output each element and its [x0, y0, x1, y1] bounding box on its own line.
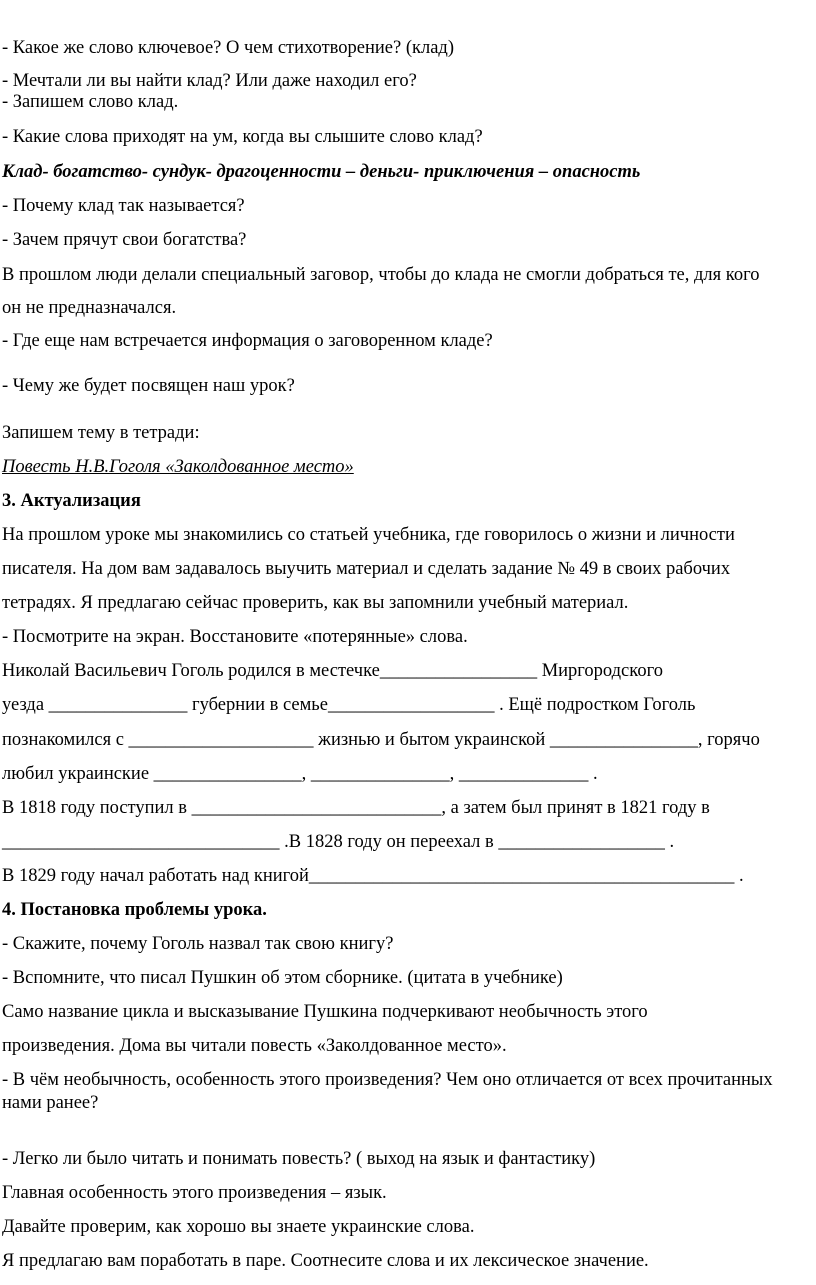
fill-in-line: любил украинские ________________, _______________, ______________ . — [2, 764, 598, 784]
lesson-topic: Повесть Н.В.Гоголя «Заколдованное место» — [2, 457, 354, 477]
fill-in-line: Николай Васильевич Гоголь родился в местечке_________________ Миргородского — [2, 661, 663, 681]
text-line: Главная особенность этого произведения – язык. — [2, 1183, 387, 1203]
text-line: - В чём необычность, особенность этого произведения? Чем оно отличается от всех прочитанных — [2, 1070, 773, 1090]
text-line: - Где еще нам встречается информация о заговоренном кладе? — [2, 331, 493, 351]
text-line: - Какое же слово ключевое? О чем стихотворение? (клад) — [2, 38, 454, 58]
text-line: - Скажите, почему Гоголь назвал так свою книгу? — [2, 934, 394, 954]
text-line: он не предназначался. — [2, 298, 177, 318]
text-line: На прошлом уроке мы знакомились со статьей учебника, где говорилось о жизни и личности — [2, 525, 735, 545]
text-line: тетрадях. Я предлагаю сейчас проверить, как вы запомнили учебный материал. — [2, 593, 629, 613]
section-heading: 4. Постановка проблемы урока. — [2, 900, 267, 920]
text-line: - Посмотрите на экран. Восстановите «потерянные» слова. — [2, 627, 468, 647]
fill-in-line: ______________________________ .В 1828 году он переехал в __________________ . — [2, 832, 675, 852]
text-line: - Почему клад так называется? — [2, 196, 245, 216]
keywords-line: Клад- богатство- сундук- драгоценности – деньги- приключения – опасность — [2, 162, 641, 182]
text-line: нами ранее? — [2, 1093, 99, 1113]
text-line: Само название цикла и высказывание Пушкина подчеркивают необычность этого — [2, 1002, 648, 1022]
section-heading: 3. Актуализация — [2, 491, 141, 511]
text-line: Запишем тему в тетради: — [2, 423, 200, 443]
text-line: - Запишем слово клад. — [2, 92, 179, 112]
text-line: В прошлом люди делали специальный заговор, чтобы до клада не смогли добраться те, для кого — [2, 265, 760, 285]
fill-in-line: уезда _______________ губернии в семье__________________ . Ещё подростком Гоголь — [2, 695, 696, 715]
text-line: - Какие слова приходят на ум, когда вы слышите слово клад? — [2, 127, 483, 147]
fill-in-line: В 1829 году начал работать над книгой______________________________________________ . — [2, 866, 744, 886]
text-line: - Вспомните, что писал Пушкин об этом сборнике. (цитата в учебнике) — [2, 968, 563, 988]
text-line: Я предлагаю вам поработать в паре. Соотнесите слова и их лексическое значение. — [2, 1251, 649, 1271]
text-line: - Зачем прячут свои богатства? — [2, 230, 247, 250]
fill-in-line: В 1818 году поступил в ___________________________, а затем был принят в 1821 году в — [2, 798, 710, 818]
text-line: произведения. Дома вы читали повесть «Заколдованное место». — [2, 1036, 507, 1056]
text-line: - Легко ли было читать и понимать повесть? ( выход на язык и фантастику) — [2, 1149, 596, 1169]
text-line: Давайте проверим, как хорошо вы знаете украинские слова. — [2, 1217, 475, 1237]
text-line: писателя. На дом вам задавалось выучить материал и сделать задание № 49 в своих рабочих — [2, 559, 731, 579]
text-line: - Мечтали ли вы найти клад? Или даже находил его? — [2, 71, 417, 91]
text-line: - Чему же будет посвящен наш урок? — [2, 376, 295, 396]
fill-in-line: познакомился с ____________________ жизнью и бытом украинской ________________, горячо — [2, 730, 760, 750]
